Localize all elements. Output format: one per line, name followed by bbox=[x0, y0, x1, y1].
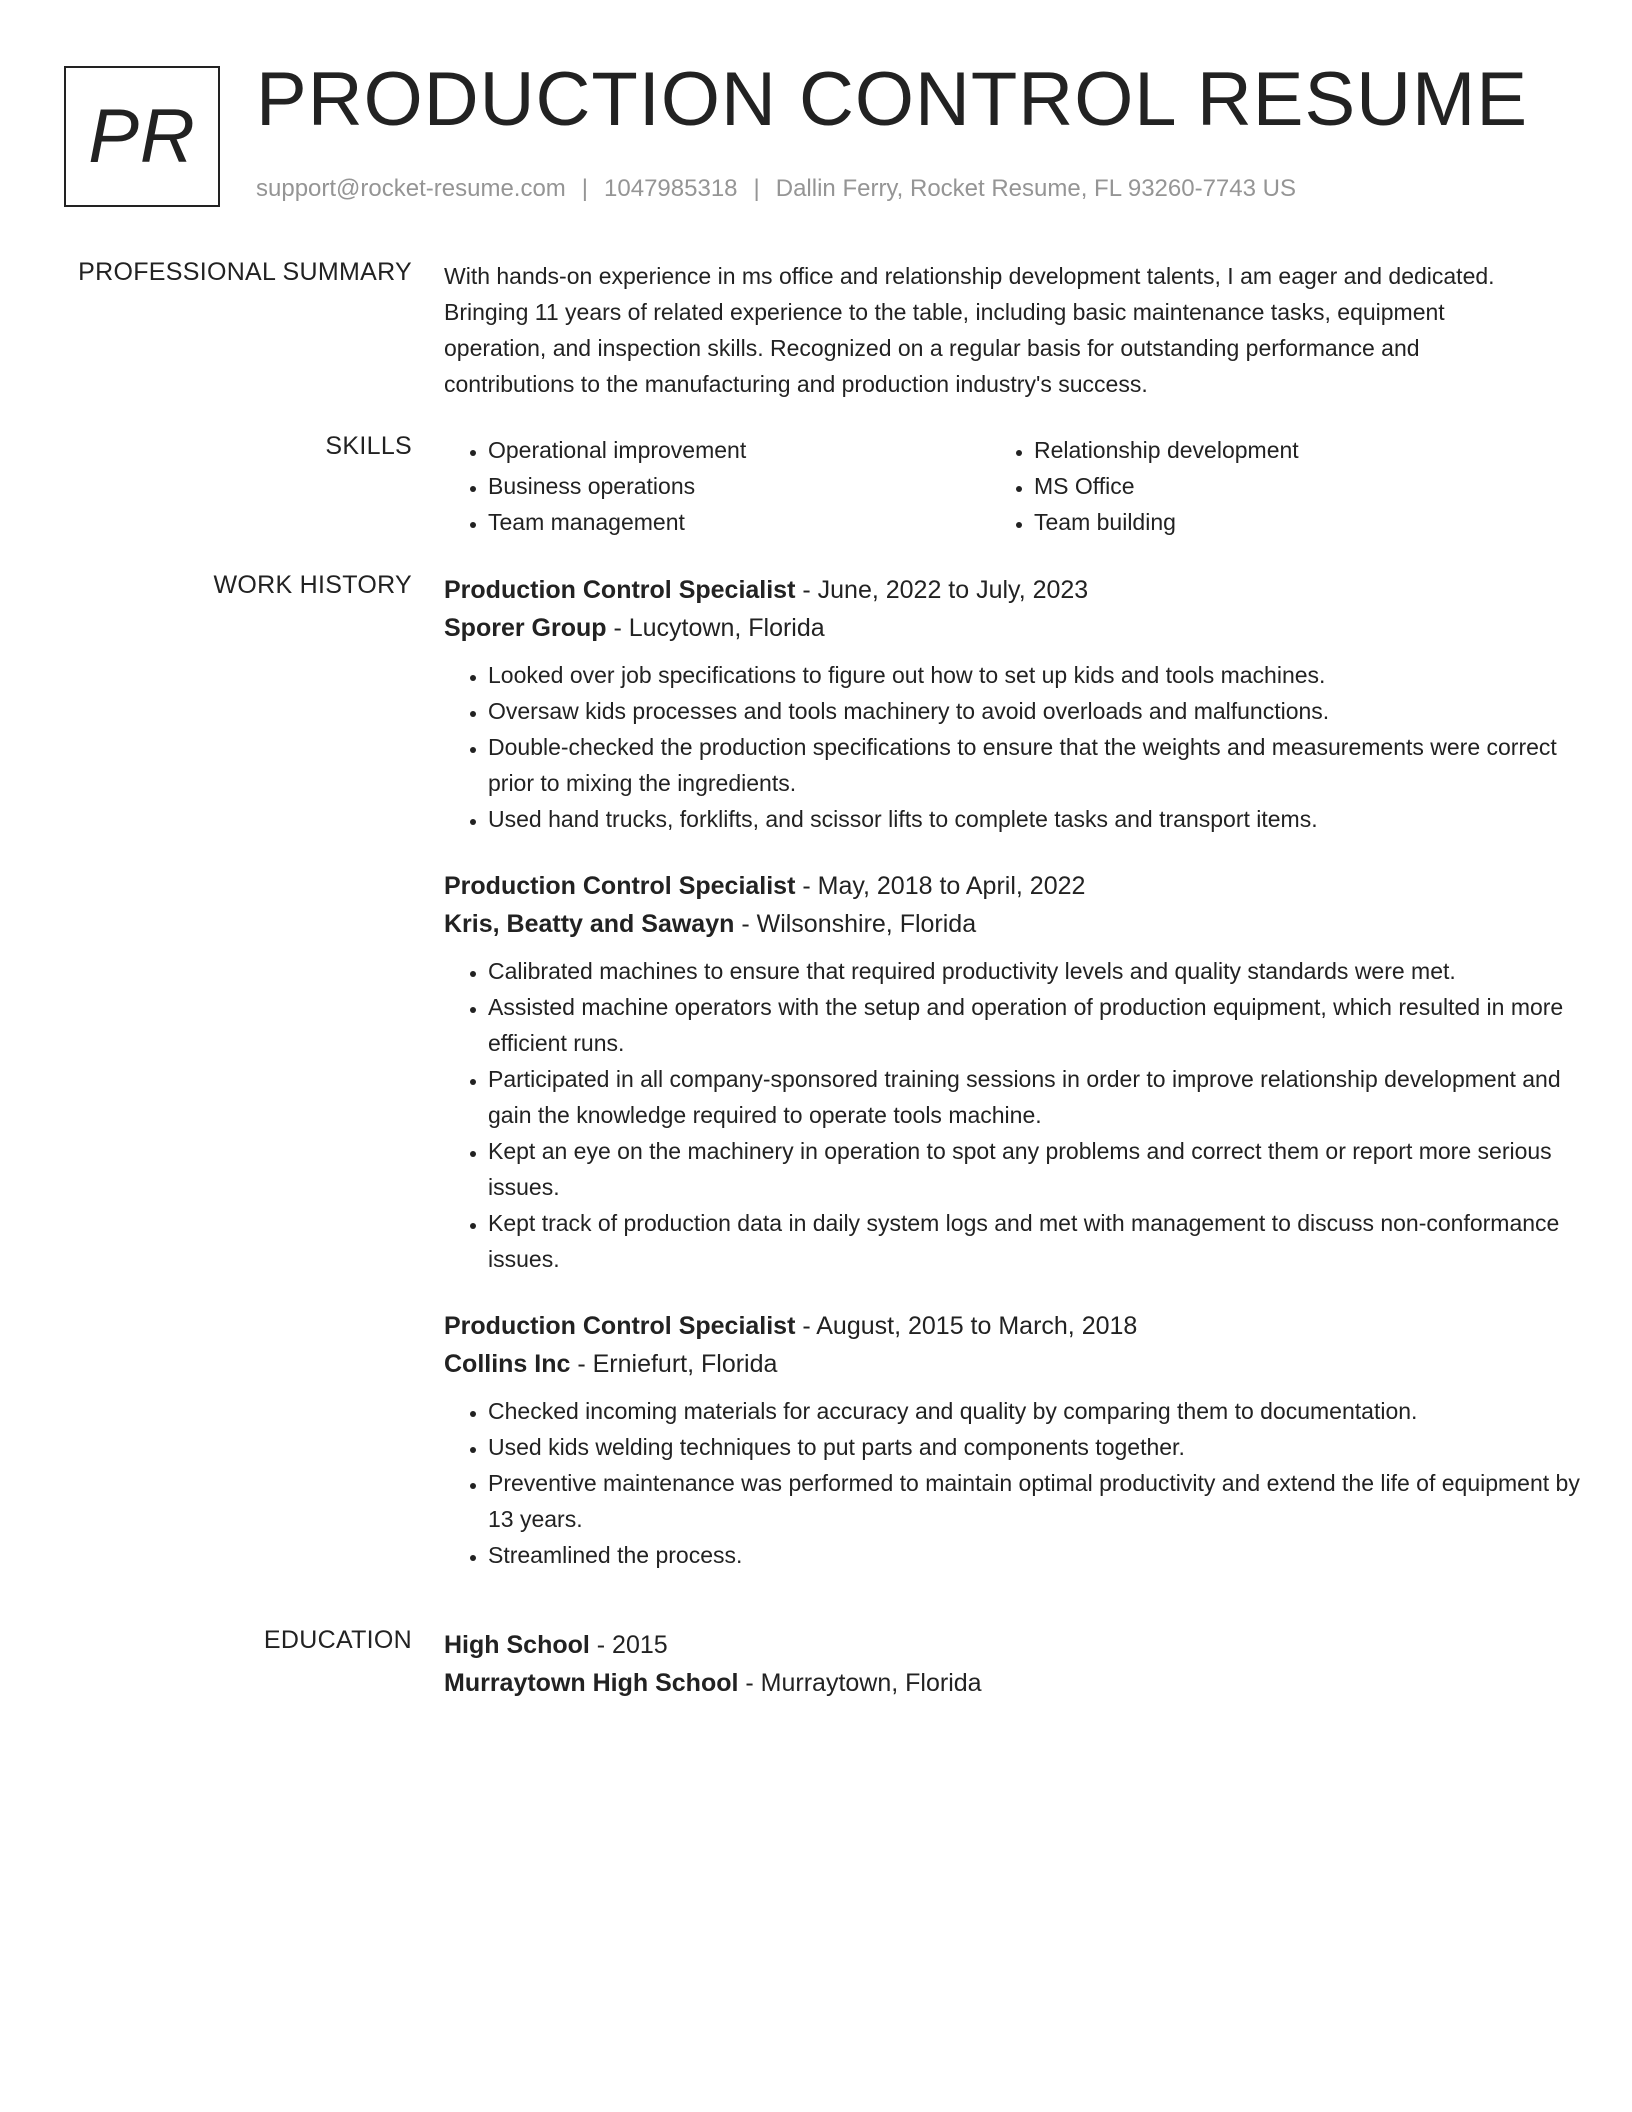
job-bullet: • Used hand trucks, forklifts, and scissor lifts to complete tasks and transport items. bbox=[488, 801, 1598, 837]
job-bullet: • Calibrated machines to ensure that required productivity levels and quality standards were met. bbox=[488, 953, 1598, 989]
job-dates: - August, 2015 to March, 2018 bbox=[795, 1312, 1138, 1340]
section-label-skills: SKILLS bbox=[325, 432, 412, 460]
skill-item: • MS Office bbox=[1034, 468, 1536, 504]
job-company-line bbox=[444, 905, 1544, 943]
job-location: - Erniefurt, Florida bbox=[570, 1350, 778, 1378]
education-school: Murraytown High School bbox=[444, 1669, 739, 1697]
job-dates: - June, 2022 to July, 2023 bbox=[795, 576, 1089, 604]
monogram-text: PR bbox=[88, 94, 196, 179]
job-bullet: • Oversaw kids processes and tools machinery to avoid overloads and malfunctions. bbox=[488, 693, 1598, 729]
job-bullet: • Assisted machine operators with the setup and operation of production equipment, which resulted in more efficient runs. bbox=[488, 989, 1598, 1061]
education-degree: High School bbox=[444, 1631, 590, 1659]
job-bullet: • Looked over job specifications to figure out how to set up kids and tools machines. bbox=[488, 657, 1598, 693]
job-bullets bbox=[444, 953, 1598, 1277]
skills-grid bbox=[444, 432, 1544, 540]
job-entry bbox=[444, 571, 1557, 837]
job-bullet: • Double-checked the production specifications to ensure that the weights and measurements were correct prior to mixing the ingredients. bbox=[488, 729, 1598, 801]
job-title: Production Control Specialist bbox=[444, 576, 796, 604]
monogram-badge bbox=[64, 66, 220, 207]
job-bullet: • Checked incoming materials for accuracy and quality by comparing them to documentation. bbox=[488, 1393, 1598, 1429]
job-bullet: • Preventive maintenance was performed to maintain optimal productivity and extend the life of equipment by 13 years. bbox=[488, 1465, 1598, 1537]
summary-body bbox=[444, 258, 1544, 402]
job-location: - Wilsonshire, Florida bbox=[734, 910, 977, 938]
job-title-line bbox=[444, 571, 1544, 609]
job-location: - Lucytown, Florida bbox=[606, 614, 825, 642]
job-entry bbox=[444, 867, 1564, 1277]
job-title: Production Control Specialist bbox=[444, 872, 796, 900]
job-bullet: • Kept track of production data in daily system logs and met with management to discuss non-conformance issues. bbox=[488, 1205, 1598, 1277]
skill-item: • Operational improvement bbox=[488, 432, 990, 468]
contact-phone: 1047985318 bbox=[604, 175, 738, 202]
job-company: Collins Inc bbox=[444, 1350, 571, 1378]
job-title-line bbox=[444, 867, 1544, 905]
contact-address: Dallin Ferry, Rocket Resume, FL 93260-7743 US bbox=[775, 175, 1296, 202]
summary-text: With hands-on experience in ms office and relationship development talents, I am eager and dedicated. Bringing 11 years of related experience to the table, including basic maintenance tasks, equipment operation, and inspection skills. Recognized on a regular basis for outstanding performance and contributions to the manufacturing and production industry's success. bbox=[444, 263, 1495, 397]
education-body bbox=[444, 1626, 1544, 1712]
job-bullets bbox=[444, 657, 1598, 837]
resume-title: PRODUCTION CONTROL RESUME bbox=[256, 57, 1529, 142]
job-bullet: • Participated in all company-sponsored training sessions in order to improve relationship development and gain the knowledge required to operate tools machine. bbox=[488, 1061, 1598, 1133]
contact-email: support@rocket-resume.com bbox=[256, 175, 566, 202]
job-company: Kris, Beatty and Sawayn bbox=[444, 910, 735, 938]
work-history-body bbox=[444, 571, 1580, 1603]
job-title: Production Control Specialist bbox=[444, 1312, 796, 1340]
section-label-education: EDUCATION bbox=[263, 1626, 412, 1654]
job-company-line bbox=[444, 609, 1544, 647]
job-bullets bbox=[444, 1393, 1598, 1573]
skill-item: • Relationship development bbox=[1034, 432, 1536, 468]
job-entry bbox=[444, 1307, 1580, 1573]
contact-line bbox=[256, 175, 1296, 203]
contact-separator: | bbox=[753, 175, 760, 202]
skills-body bbox=[444, 432, 1544, 540]
contact-separator: | bbox=[581, 175, 589, 202]
section-label-summary: PROFESSIONAL SUMMARY bbox=[78, 258, 412, 286]
job-title-line bbox=[444, 1307, 1544, 1345]
job-bullet: • Used kids welding techniques to put parts and components together. bbox=[488, 1429, 1598, 1465]
skills-column-left bbox=[444, 432, 990, 540]
education-year: - 2015 bbox=[589, 1631, 668, 1659]
job-bullet: • Streamlined the process. bbox=[488, 1537, 1598, 1573]
skill-item: • Team building bbox=[1034, 504, 1536, 540]
education-school-line bbox=[444, 1664, 1544, 1702]
job-dates: - May, 2018 to April, 2022 bbox=[795, 872, 1086, 900]
job-bullet: • Kept an eye on the machinery in operation to spot any problems and correct them or report more serious issues. bbox=[488, 1133, 1598, 1205]
section-label-work-history: WORK HISTORY bbox=[213, 571, 412, 599]
job-company-line bbox=[444, 1345, 1544, 1383]
skill-item: • Business operations bbox=[488, 468, 990, 504]
education-degree-line bbox=[444, 1626, 1544, 1664]
education-location: - Murraytown, Florida bbox=[738, 1669, 982, 1697]
job-company: Sporer Group bbox=[444, 614, 607, 642]
skills-column-right bbox=[990, 432, 1536, 540]
skill-item: • Team management bbox=[488, 504, 990, 540]
